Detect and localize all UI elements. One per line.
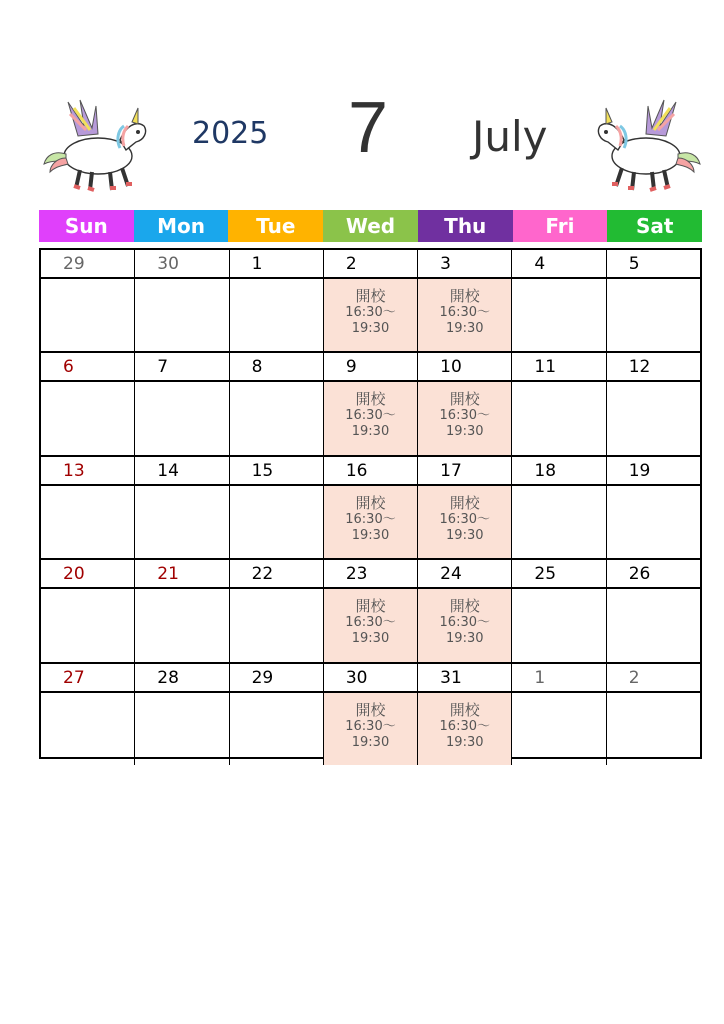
date-number[interactable]: 5	[606, 250, 700, 277]
event-title: 開校	[449, 493, 480, 512]
date-number[interactable]: 16	[323, 457, 417, 484]
date-number[interactable]: 19	[606, 457, 700, 484]
event-time-start: 16:30〜	[345, 718, 396, 734]
event-time-start: 16:30〜	[345, 408, 396, 424]
date-number-row	[41, 560, 700, 589]
date-number-row	[41, 250, 700, 279]
event-time-end: 19:30	[446, 424, 484, 440]
date-body-row	[41, 589, 700, 661]
event-cell[interactable]	[323, 486, 417, 558]
empty-day-cell[interactable]	[41, 279, 134, 351]
empty-day-cell[interactable]	[134, 279, 228, 351]
event-time-start: 16:30〜	[439, 408, 490, 424]
event-time-start: 16:30〜	[345, 511, 396, 527]
date-number[interactable]: 30	[323, 664, 417, 691]
weekday-thu: Thu	[418, 210, 513, 242]
date-number[interactable]: 14	[134, 457, 228, 484]
empty-day-cell[interactable]	[606, 279, 700, 351]
date-number[interactable]: 12	[606, 353, 700, 380]
date-number[interactable]: 25	[511, 560, 605, 587]
date-number[interactable]: 2	[323, 250, 417, 277]
event-time-end: 19:30	[351, 321, 390, 336]
date-number-row	[41, 353, 700, 382]
event-cell[interactable]	[417, 382, 511, 454]
date-number[interactable]: 29	[63, 254, 85, 274]
date-number[interactable]: 7	[134, 353, 228, 380]
calendar-week	[41, 558, 700, 661]
event-title: 開校	[355, 287, 386, 305]
empty-day-cell[interactable]	[229, 486, 323, 558]
weekday-header	[39, 210, 702, 242]
calendar-week	[41, 662, 700, 765]
date-number[interactable]: 11	[511, 353, 605, 380]
empty-day-cell[interactable]	[511, 279, 605, 351]
event-title: 開校	[355, 700, 386, 719]
date-number[interactable]: 20	[63, 564, 85, 585]
empty-day-cell[interactable]	[606, 693, 700, 765]
empty-day-cell[interactable]	[229, 589, 323, 661]
event-time-end: 19:30	[446, 631, 484, 647]
date-number[interactable]: 28	[134, 664, 228, 691]
year-label: 2025	[192, 116, 269, 151]
date-number-row	[41, 457, 700, 486]
weekday-sun: Sun	[39, 210, 134, 242]
calendar-week	[41, 455, 700, 558]
date-body-row	[41, 279, 700, 351]
empty-day-cell[interactable]	[41, 486, 134, 558]
event-time-end: 19:30	[351, 527, 390, 543]
unicorn-left-icon	[40, 96, 152, 196]
empty-day-cell[interactable]	[606, 589, 700, 661]
event-title: 開校	[355, 597, 386, 616]
event-cell[interactable]	[417, 589, 511, 661]
month-number: 7	[348, 88, 389, 168]
empty-day-cell[interactable]	[134, 589, 228, 661]
event-time-end: 19:30	[351, 734, 390, 750]
event-cell[interactable]	[417, 486, 511, 558]
empty-day-cell[interactable]	[134, 693, 228, 765]
empty-day-cell[interactable]	[229, 693, 323, 765]
event-time-start: 16:30〜	[439, 718, 490, 734]
event-time-start: 16:30〜	[345, 615, 396, 631]
empty-day-cell[interactable]	[41, 693, 134, 765]
date-body-row	[41, 693, 700, 765]
event-cell[interactable]	[417, 279, 511, 351]
event-title: 開校	[449, 390, 480, 409]
event-title: 開校	[449, 597, 480, 616]
date-body-row	[41, 382, 700, 454]
date-number[interactable]: 13	[63, 460, 85, 481]
calendar-week	[41, 250, 700, 351]
weekday-fri: Fri	[513, 210, 608, 242]
date-number[interactable]: 1	[229, 250, 323, 277]
event-cell[interactable]	[417, 693, 511, 765]
date-number[interactable]: 10	[417, 353, 511, 380]
empty-day-cell[interactable]	[606, 486, 700, 558]
empty-day-cell[interactable]	[41, 382, 134, 454]
event-time-start: 16:30〜	[439, 305, 490, 320]
date-number[interactable]: 18	[511, 457, 605, 484]
weekday-wed: Wed	[323, 210, 418, 242]
event-title: 開校	[355, 493, 386, 512]
empty-day-cell[interactable]	[229, 382, 323, 454]
event-time-end: 19:30	[446, 527, 484, 543]
date-number[interactable]: 22	[229, 560, 323, 587]
event-time-end: 19:30	[351, 424, 390, 440]
calendar-week	[41, 351, 700, 454]
event-cell[interactable]	[323, 382, 417, 454]
date-number[interactable]: 17	[417, 457, 511, 484]
empty-day-cell[interactable]	[41, 589, 134, 661]
date-number[interactable]: 9	[323, 353, 417, 380]
event-title: 開校	[449, 287, 480, 305]
date-number[interactable]: 3	[417, 250, 511, 277]
event-cell[interactable]	[323, 279, 417, 351]
unicorn-right-icon	[592, 96, 704, 196]
date-number[interactable]: 30	[134, 250, 228, 277]
date-number[interactable]: 23	[323, 560, 417, 587]
date-number[interactable]: 29	[229, 664, 323, 691]
date-number[interactable]: 6	[63, 357, 74, 378]
event-cell[interactable]	[323, 589, 417, 661]
empty-day-cell[interactable]	[511, 589, 605, 661]
date-number[interactable]: 1	[511, 664, 605, 691]
event-title: 開校	[355, 390, 386, 409]
empty-day-cell[interactable]	[134, 486, 228, 558]
event-time-start: 16:30〜	[439, 511, 490, 527]
event-time-end: 19:30	[446, 321, 484, 336]
weekday-mon: Mon	[134, 210, 229, 242]
event-title: 開校	[449, 700, 480, 719]
event-time-start: 16:30〜	[439, 615, 490, 631]
date-number[interactable]: 21	[134, 560, 228, 587]
empty-day-cell[interactable]	[511, 382, 605, 454]
date-number[interactable]: 8	[229, 353, 323, 380]
event-time-start: 16:30〜	[345, 305, 396, 320]
weekday-tue: Tue	[228, 210, 323, 242]
empty-day-cell[interactable]	[511, 693, 605, 765]
date-number[interactable]: 4	[511, 250, 605, 277]
date-number[interactable]: 24	[417, 560, 511, 587]
date-number[interactable]: 26	[606, 560, 700, 587]
date-body-row	[41, 486, 700, 558]
empty-day-cell[interactable]	[606, 382, 700, 454]
weekday-sat: Sat	[607, 210, 702, 242]
empty-day-cell[interactable]	[229, 279, 323, 351]
empty-day-cell[interactable]	[134, 382, 228, 454]
event-cell[interactable]	[323, 693, 417, 765]
event-time-end: 19:30	[446, 734, 484, 750]
empty-day-cell[interactable]	[511, 486, 605, 558]
date-number[interactable]: 27	[63, 667, 85, 688]
date-number-row	[41, 664, 700, 693]
date-number[interactable]: 31	[417, 664, 511, 691]
calendar-grid	[39, 248, 702, 759]
month-name: July	[472, 112, 548, 161]
date-number[interactable]: 15	[229, 457, 323, 484]
event-time-end: 19:30	[351, 631, 390, 647]
date-number[interactable]: 2	[606, 664, 700, 691]
